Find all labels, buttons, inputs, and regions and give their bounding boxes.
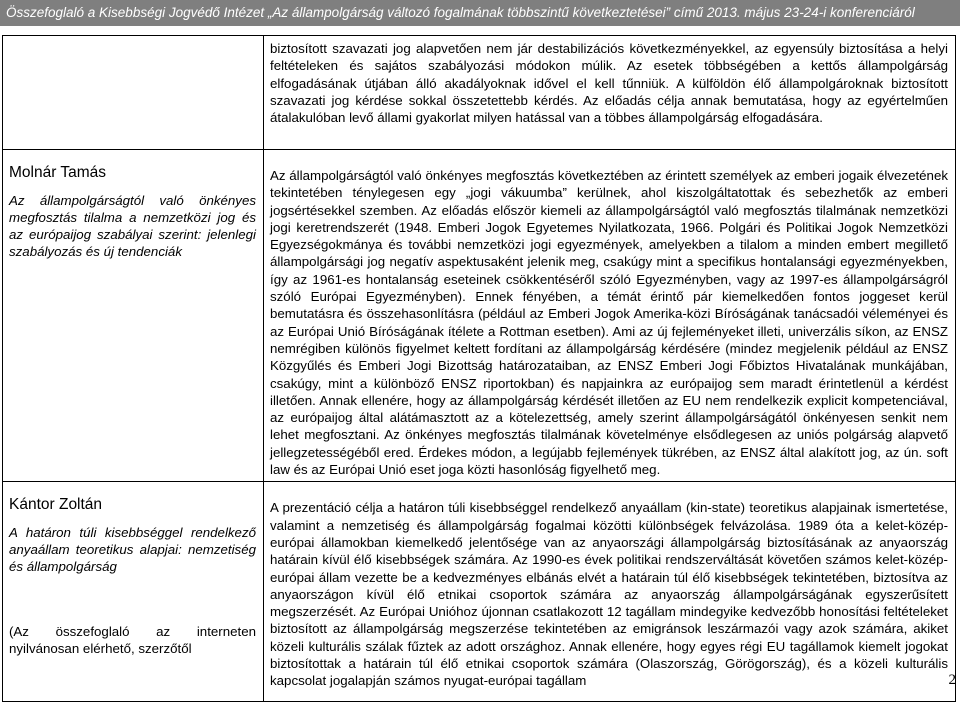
page-number: 2 — [948, 672, 956, 688]
abstract-text: biztosított szavazati jog alapvetően nem jár destabilizációs következményekkel, az egyensúly biztosítása a helyi feltételeken és sajátos szabályozási módokon múlik. Az esetek többségében a kettős állampolgárság elfogadásának útjában álló akadályoknak idővel el kell tűnniük. A külföldön élő állampolgároknak biztosított szavazati jog kérdése sokkal összetettebb kérdés. Az előadás célja annak bemutatása, hogy az egyértelműen átalakulóban levő állami gyakorlat milyen hatással van a többes állampolgárság elfogadására. — [270, 41, 948, 126]
abstract-cell — [264, 36, 956, 150]
presenter-cell — [3, 36, 264, 150]
table-row — [3, 482, 956, 702]
abstract-text: Az állampolgárságtól való önkényes megfosztás következtében az érintett személyek az emberi jogaik élvezetének tekintetében ténylegesen egy „jogi vákuumba” kerülnek, ahol kiszolgáltatottak és sebezhetők az emberi jogsértésekkel szemben. Az előadás először kiemeli az állampolgárságtól való megfosztás tilalmának nemzetközi jogi keretrendszerét (1948. Emberi Jogok Egyetemes Nyilatkozata, 1966. Polgári és Politikai Jogok Nemzetközi Egyezségokmánya és további nemzetközi jogi egyezmények, amelyekben a tilalom a minden embert megillető állampolgársági jog negatív aspektusaként jelenik meg, csakúgy mint a specifikus hontalansági egyezményekben, így az 1961-es hontalanság eseteinek csökkentéséről szóló Egyezményben, vagy az 1997-es állampolgárságról szóló Európai Egyezményben). Ennek fényében, a témát érintő pár kiemelkedően fontos joggeset kerül bemutatásra és összehasonlításra (például az Emberi Jogok Amerika-közi Bíróságának tanácsadói véleményei és az Európai Unió Bíróságának ítélete a Rottman esetben). Ami az új fejleményeket illeti, univerzális síkon, az ENSZ nemrégiben különös figyelmet keltett fordítani az állampolgárság kérdésére (mindez megjelenik például az ENSZ Közgyűlés és Emberi Jogi Bizottság határozataiban, az ENSZ Emberi Jogi Főbiztos Hivatalának munkájában, csakúgy, mint a különböző ENSZ riportokban) és napjainkra az európaijog sem maradt érintetlenül a kérdést illetően. Annak ellenére, hogy az állampolgárság kérdését illetően az EU nem rendelkezik explicit kompetenciával, az európaijog által alátámasztott az a kötelezettség, amely szerint állampolgárságától önkényesen senkit nem lehet megfosztani. Az önkényes megfosztás tilalmának követelménye elsődlegesen az uniós polgárság alapvető jellegzetességéből ered. Érdekes módon, a legújabb fejlemények tükrében, az ENSZ által alakított jog, az ún. soft law és az Európai Unió eset joga közti hasonlóság figyelhető meg. — [270, 168, 948, 478]
presenter-cell — [3, 150, 264, 482]
abstract-cell — [264, 482, 956, 702]
document-header: Összefoglaló a Kisebbségi Jogvédő Intézet „Az állampolgárság változó fogalmának többszintű következtetései” című 2013. május 23-24-i konferenciáról — [0, 0, 960, 26]
presenter-cell — [3, 482, 264, 702]
abstracts-table — [2, 35, 956, 702]
presenter-name: Kántor Zoltán — [9, 496, 103, 514]
presenter-name: Molnár Tamás — [9, 164, 107, 181]
table-row — [3, 150, 956, 482]
abstract-cell — [264, 150, 956, 482]
presentation-title: Az állampolgárságtól való önkényes megfosztás tilalma a nemzetközi jog és az európaijog szabályai szerint: jelenlegi szabályozás és új tendenciák — [9, 193, 256, 259]
abstract-text: A prezentáció célja a határon túli kisebbséggel rendelkező anyaállam (kin-state) teoretikus alapjainak ismertetése, valamint a nemzetiség és állampolgárság fogalmai közötti különbségek felvázolása. 1989 óta a kelet-közép-európai államokban kiemelkedő jelentősége van az anyaországi állampolgárság biztosításának az anyaország határain kívül élő kisebbségek számára. Az 1990-es évek politikai rendszerváltását követően számos kelet-közép-európai állam vezette be a kedvezményes elbánás elvét a határain túl élő kisebbségek tekintetében, biztosítva az anyaországon kívül élő etnikai csoportok számára az anyaország állampolgárságának egyszerűsített megszerzését. Az Európai Unióhoz újonnan csatlakozott 12 tagállam mindegyike kedvezőbb honosítási feltételeket biztosított az állampolgárság megszerzése tekintetében az emigránsok leszármazói vagy azok számára, akiket közeli kulturális szálak fűztek az adott országhoz. Annak ellenére, hogy egyes régi EU tagállamok kiemelt jogokat biztosítottak a határain túl élő etnikai csoportok számára (Olaszország, Görögország), és a közeli kulturális kapcsolat jogalapján számos nyugat-európai tagállam — [270, 500, 948, 689]
table-row — [3, 36, 956, 150]
presentation-title: A határon túli kisebbséggel rendelkező anyaállam teoretikus alapjai: nemzetiség és állampolgárság — [9, 525, 256, 575]
availability-note: (Az összefoglaló az interneten nyilvánosan elérhető, szerzőtől — [9, 624, 256, 657]
